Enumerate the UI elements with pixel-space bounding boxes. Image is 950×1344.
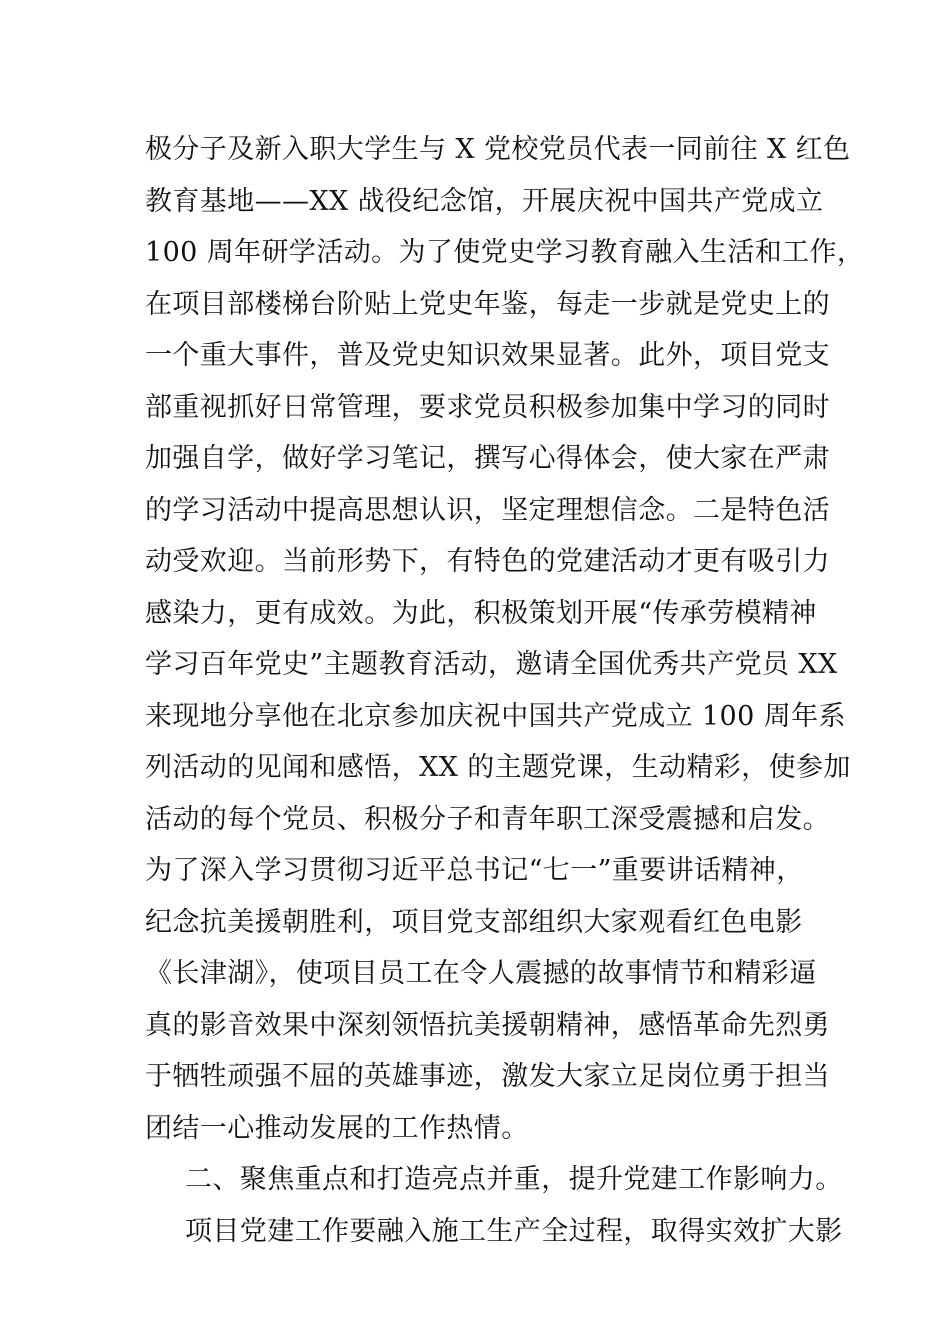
text-line: 在项目部楼梯台阶贴上党史年鉴，每走一步就是党史上的 <box>145 288 830 320</box>
text-line: 100 周年研学活动。为了使党史学习教育融入生活和工作， <box>145 237 865 268</box>
text-line: 感染力，更有成效。为此，积极策划开展“传承劳模精神 <box>145 597 817 629</box>
text-line: 为了深入学习贯彻习近平总书记“七一”重要讲话精神， <box>145 855 804 886</box>
text-line: 来现地分享他在北京参加庆祝中国共产党成立 100 周年系 <box>145 700 846 732</box>
text-line: 一个重大事件，普及党史知识效果显著。此外，项目党支 <box>145 340 830 371</box>
text-line: 动受欢迎。当前形势下，有特色的党建活动才更有吸引力 <box>145 546 830 577</box>
body-text <box>145 124 865 1257</box>
text-line: 列活动的见闻和感悟，XX 的主题党课，生动精彩，使参加 <box>145 752 851 783</box>
text-line: 于牺牲顽强不屈的英雄事迹，激发大家立足岗位勇于担当 <box>145 1061 830 1092</box>
text-line: 加强自学，做好学习笔记，撰写心得体会，使大家在严肃 <box>145 443 830 474</box>
paragraph-start-line: 项目党建工作要融入施工生产全过程，取得实效扩大影 <box>185 1215 843 1247</box>
text-line: 《长津湖》，使项目员工在令人震撼的故事情节和精彩逼 <box>145 958 817 989</box>
text-line: 团结一心推动发展的工作热情。 <box>145 1112 529 1144</box>
text-line: 活动的每个党员、积极分子和青年职工深受震撼和启发。 <box>145 803 830 835</box>
text-line: 真的影音效果中深刻领悟抗美援朝精神，感悟革命先烈勇 <box>145 1009 830 1041</box>
text-line: 教育基地——XX 战役纪念馆，开展庆祝中国共产党成立 <box>145 185 824 217</box>
text-line: 学习百年党史”主题教育活动，邀请全国优秀共产党员 XX <box>145 649 838 680</box>
text-line: 的学习活动中提高思想认识，坚定理想信念。二是特色活 <box>145 494 830 526</box>
section-heading: 二、聚焦重点和打造亮点并重，提升党建工作影响力。 <box>185 1164 843 1195</box>
text-line: 部重视抓好日常管理，要求党员积极参加集中学习的同时 <box>145 391 830 423</box>
text-line: 纪念抗美援朝胜利，项目党支部组织大家观看红色电影 <box>145 906 803 938</box>
text-line: 极分子及新入职大学生与 X 党校党员代表一同前往 X 红色 <box>145 134 851 165</box>
